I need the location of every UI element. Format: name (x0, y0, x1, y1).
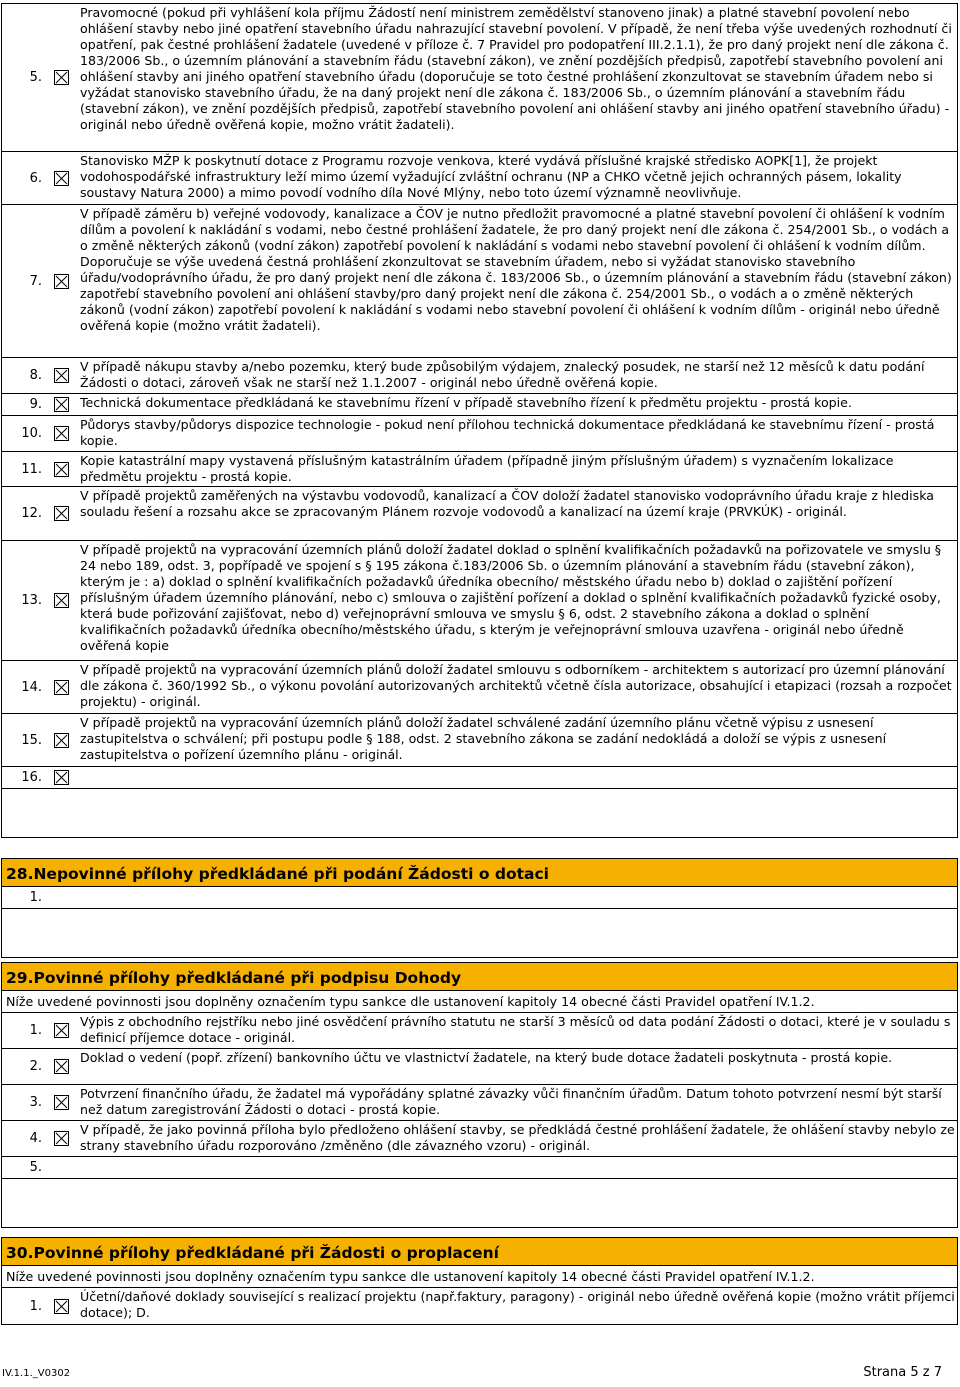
document-code: IV.1.1._V0302 (2, 1368, 71, 1379)
checkbox-cell (44, 714, 78, 766)
item-text: Potvrzení finančního úřadu, že žadatel má vypořádány splatné závazky vůči finančním úřadům. Datum tohoto potvrzení nesmí být starší než datum zaregistrování Žádosti o dotaci - prostá kopie. (80, 1086, 942, 1117)
attachment-row (2, 1288, 957, 1324)
checkbox-cell (44, 887, 78, 908)
page-number: Strana 5 z 7 (863, 1365, 942, 1380)
item-text: V případě projektů na vypracování územních plánů doloží žadatel doklad o splnění kvalifikačních požadavků na pořizovatele ve smyslu § 24 nebo 189, odst. 3, popřípadě ve spojení s § 195 zákona č.183/2006 Sb. o územním plánování a stavebním řádu (stavební zákon), kterým je : a) doklad o splnění kvalifikačních požadavků úředníka obecního/ městského úřadu nebo b) doklad o zajištění pořízení příslušným úřadem územního plánování, nebo c) smlouva o zajištění pořízení a doklad o splnění kvalifikačních požadavků fyzické osoby, která bude pořizování zajišťovat, nebo d) veřejnoprávní smlouva ve smyslu § 6, odst. 2 stavebního zákona a doklad o splnění kvalifikačních požadavků úředníka obecního/městského úřadu, s kterým je veřejnoprávní smlouva uzavřena - originál nebo úředně ověřená kopie (80, 542, 942, 653)
attachment-row (2, 358, 957, 394)
attachment-row (2, 1013, 957, 1049)
checked-checkbox-icon[interactable] (54, 1131, 69, 1146)
item-text: Kopie katastrální mapy vystavená příslušným katastrálním úřadem (případně jiným příslušným úřadem) s vyznačením lokalizace předmětu projektu - prostá kopie. (80, 453, 894, 484)
item-text: Výpis z obchodního rejstříku nebo jiné osvědčení právního statutu ne starší 3 měsíců od data podání Žádosti o dotaci, které je v souladu s definicí příjemce dotace - originál. (80, 1014, 951, 1045)
item-text: Půdorys stavby/půdorys dispozice technologie - pokud není přílohou technická dokumentace předkládaná ke stavebnímu řízení - prostá kopie. (80, 417, 935, 448)
checked-checkbox-icon[interactable] (54, 770, 69, 785)
section-28 (1, 858, 958, 958)
checked-checkbox-icon[interactable] (54, 733, 69, 748)
checkbox-cell (44, 1085, 78, 1120)
checkbox-cell (44, 661, 78, 713)
item-number: 3. (29, 1095, 42, 1110)
checked-checkbox-icon[interactable] (54, 1095, 69, 1110)
attachment-row (2, 487, 957, 541)
item-text (78, 1157, 957, 1178)
checked-checkbox-icon[interactable] (54, 397, 69, 412)
checkbox-cell (44, 416, 78, 451)
checked-checkbox-icon[interactable] (54, 274, 69, 289)
checkbox-cell (44, 1288, 78, 1324)
item-text: Doklad o vedení (popř. zřízení) bankovního účtu ve vlastnictví žadatele, na který bude dotace žadateli poskytnuta - prostá kopie. (80, 1050, 893, 1065)
item-text (78, 887, 957, 908)
attachments-table (1, 3, 958, 838)
checked-checkbox-icon[interactable] (54, 368, 69, 383)
empty-row (2, 909, 957, 957)
checkbox-cell (44, 205, 78, 357)
attachment-row (2, 714, 957, 767)
item-number: 5. (29, 1160, 42, 1175)
item-text: Stanovisko MŽP k poskytnutí dotace z Programu rozvoje venkova, které vydává příslušné krajské středisko AOPK[1], že projekt vodohospodářské infrastruktury leží mimo území vyžadující zvláštní ochranu (NP a CHKO včetně jejich ochranných pásem, lokality soustavy Natura 2000) a mimo povodí vodního díla Nové Mlýny, nebo toto území významně neovlivňuje. (80, 153, 902, 200)
item-number: 15. (21, 732, 42, 748)
checkbox-cell (44, 1013, 78, 1048)
attachment-row (2, 152, 957, 205)
item-text: Účetní/daňové doklady související s realizací projektu (např.faktury, paragony) - originál nebo úředně ověřená kopie (možno vrátit příjemci dotace); D. (80, 1289, 955, 1320)
item-text: V případě záměru b) veřejné vodovody, kanalizace a ČOV je nutno předložit pravomocné a platné stavební povolení či ohlášení k vodním dílům a povolení k nakládání s vodami, nebo čestné prohlášení žadatele, že pro daný projekt není dle zákona č. 254/2001 Sb., o vodách a o změně některých zákonů (vodní zákon) zapotřebí povolení k nakládání s vodami nebo stavební povolení či ohlášení k vodním dílům. Doporučuje se výše uvedená čestná prohlášení zkonzultovat se stavebním úřadem, nebo si vyžádat stanovisko stavebního úřadu/vodoprávního úřadu, že pro daný projekt není dle zákona č. 183/2006 Sb., o územním plánování a stavebním řádu (stavební zákon) zapotřebí stavebního povolení ani ohlášení stavby/pro daný projekt není dle zákona č. 254/2001 Sb., o vodách a o změně některých zákonů (vodní zákon) zapotřebí povolení k nakládání s vodami nebo stavební povolení či ohlášení k vodním dílům - originál nebo úředně ověřená kopie (možno vrátit žadateli). (80, 206, 952, 333)
checkbox-cell (44, 1121, 78, 1156)
checkbox-cell (44, 358, 78, 393)
checked-checkbox-icon[interactable] (54, 70, 69, 85)
attachment-row (2, 1049, 957, 1085)
item-number: 6. (29, 170, 42, 186)
section-note: Níže uvedené povinnosti jsou doplněny označením typu sankce dle ustanovení kapitoly 14 obecné části Pravidel opatření IV.1.2. (2, 1266, 957, 1288)
attachment-row (2, 1121, 957, 1157)
attachment-row (2, 887, 957, 909)
item-number: 1. (29, 1298, 42, 1314)
attachment-row (2, 205, 957, 358)
attachment-row (2, 661, 957, 714)
checkbox-cell (44, 394, 78, 415)
checked-checkbox-icon[interactable] (54, 1299, 69, 1314)
checked-checkbox-icon[interactable] (54, 506, 69, 521)
checkbox-cell (44, 4, 78, 151)
section-title: 28.Nepovinné přílohy předkládané při podání Žádosti o dotaci (2, 859, 957, 887)
item-number: 13. (21, 593, 42, 608)
checkbox-cell (44, 1049, 78, 1084)
attachment-row (2, 452, 957, 487)
section-title: 30.Povinné přílohy předkládané při Žádosti o proplacení (2, 1238, 957, 1266)
item-number: 5. (29, 70, 42, 85)
checkbox-cell (44, 152, 78, 204)
item-number: 14. (21, 679, 42, 695)
item-number: 8. (29, 368, 42, 383)
checkbox-cell (44, 487, 78, 540)
item-number: 4. (29, 1131, 42, 1146)
checkbox-cell (44, 541, 78, 660)
section-29 (1, 962, 958, 1228)
checkbox-cell (44, 452, 78, 486)
empty-row (2, 789, 957, 837)
item-number: 10. (21, 426, 42, 441)
attachment-row (2, 4, 957, 152)
item-number: 7. (29, 273, 42, 289)
checkbox-cell (44, 1157, 78, 1178)
item-text: V případě projektů na vypracování územních plánů doloží žadatel schválené zadání územního plánu včetně výpisu z usnesení zastupitelstva o schválení; při postupu podle § 188, odst. 2 stavebního zákona se zadání nedokládá a doloží se výpis z usnesení zastupitelstva o pořízení územního plánu - originál. (80, 715, 887, 762)
checked-checkbox-icon[interactable] (54, 1023, 69, 1038)
section-title: 29.Povinné přílohy předkládané při podpisu Dohody (2, 963, 957, 991)
checked-checkbox-icon[interactable] (54, 593, 69, 608)
checked-checkbox-icon[interactable] (54, 426, 69, 441)
section-note: Níže uvedené povinnosti jsou doplněny označením typu sankce dle ustanovení kapitoly 14 obecné části Pravidel opatření IV.1.2. (2, 991, 957, 1013)
attachment-row (2, 1085, 957, 1121)
attachment-row (2, 394, 957, 416)
item-number: 2. (29, 1059, 42, 1074)
item-number: 12. (21, 506, 42, 521)
item-text: V případě, že jako povinná příloha bylo předloženo ohlášení stavby, se předkládá čestné prohlášení žadatele, že ohlášení stavby nebylo ze strany stavebního úřadu rozporováno /změněno (dle závazného vzoru) - originál. (80, 1122, 955, 1153)
item-text: V případě nákupu stavby a/nebo pozemku, který bude způsobilým výdajem, znalecký posudek, ne starší než 12 měsíců k datu podání Žádosti o dotaci, zároveň však ne starší než 1.1.2007 - originál nebo úředně ověřená kopie. (80, 359, 925, 390)
attachment-row (2, 541, 957, 661)
item-text: V případě projektů zaměřených na výstavbu vodovodů, kanalizací a ČOV doloží žadatel stanovisko vodoprávního úřadu kraje z hlediska souladu řešení a rozsahu akce se zpracovaným Plánem rozvoje vodovodů a kanalizací na území kraje (PRVKÚK) - originál. (80, 488, 935, 519)
item-number: 16. (21, 770, 42, 785)
checked-checkbox-icon[interactable] (54, 462, 69, 477)
item-text (78, 767, 957, 788)
checked-checkbox-icon[interactable] (54, 680, 69, 695)
item-number: 11. (21, 461, 42, 477)
checkbox-cell (44, 767, 78, 788)
item-number: 1. (29, 1023, 42, 1038)
item-number: 9. (29, 397, 42, 412)
checked-checkbox-icon[interactable] (54, 171, 69, 186)
attachment-row (2, 767, 957, 789)
page-footer (2, 1365, 942, 1380)
section-30 (1, 1237, 958, 1325)
checked-checkbox-icon[interactable] (54, 1059, 69, 1074)
item-text: V případě projektů na vypracování územních plánů doloží žadatel smlouvu s odborníkem - architektem s autorizací pro územní plánování dle zákona č. 360/1992 Sb., o výkonu povolání autorizovaných architektů včetně čísla autorizace, obsahující i etapizaci (rozsah a rozpočet projektu) - originál. (80, 662, 952, 709)
item-number: 1. (29, 890, 42, 905)
empty-row (2, 1179, 957, 1227)
item-text: Technická dokumentace předkládaná ke stavebnímu řízení v případě stavebního řízení k předmětu projektu - prostá kopie. (80, 395, 852, 410)
attachment-row (2, 416, 957, 452)
attachment-row (2, 1157, 957, 1179)
item-text: Pravomocné (pokud při vyhlášení kola příjmu Žádostí není ministrem zemědělství stanoveno jinak) a platné stavební povolení nebo ohlášení stavby nebo jiné opatření stavebního úřadu nahrazující stavební povolení. V případě, že není třeba výše uvedených rozhodnutí či opatření, pak čestné prohlášení žadatele (uvedené v příloze č. 7 Pravidel pro podopatření III.2.1.1), že pro daný projekt není dle zákona č. 183/2006 Sb., o územním plánování a stavebním řádu (stavební zákon), ve znění pozdějších předpisů, zapotřebí stavebního povolení ani ohlášení stavby ani jiného opatření stavebního úřadu (doporučuje se toto čestné prohlášení zkonzultovat se stavebním úřadem nebo si vyžádat stanovisko stavebního úřadu, že na daný projekt není dle zákona č. 183/2006 Sb., o územním plánování a stavebním řádu (stavební zákon), ve znění pozdějších předpisů, zapotřebí stavebního povolení ani ohlášení stavby ani jiného opatření stavebního úřadu) - originál nebo úředně ověřená kopie, možno vrátit žadateli). (80, 5, 952, 132)
